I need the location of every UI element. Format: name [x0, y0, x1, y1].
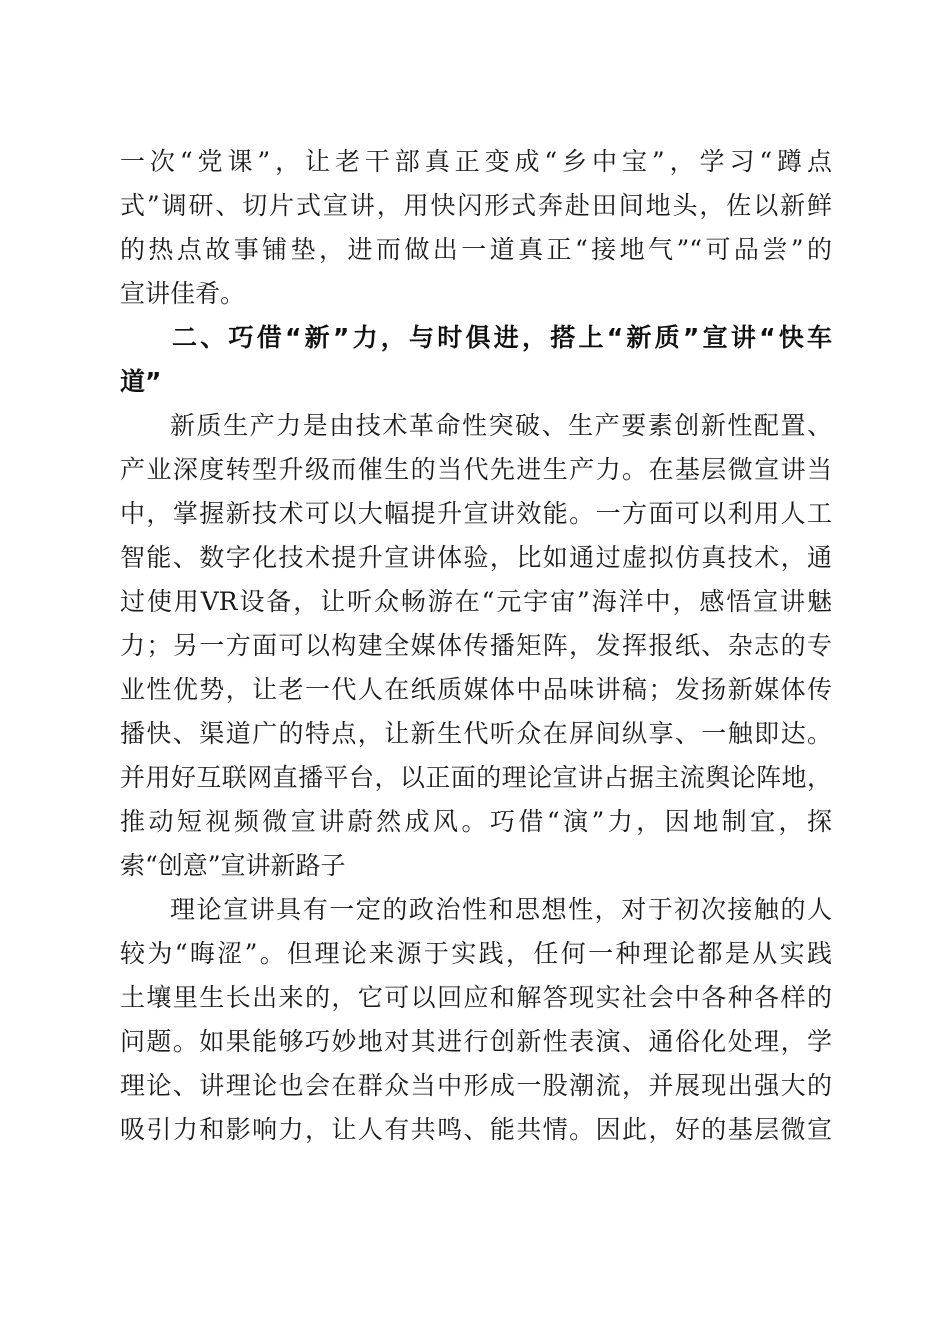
section-heading-2: [120, 316, 832, 404]
text-line: 较为“晦涩”。但理论来源于实践，任何一种理论都是从实践: [120, 939, 832, 968]
paragraph-new-quality-productivity: [120, 404, 832, 888]
text-line: 式”调研、切片式宣讲，用快闪形式奔赴田间地头，佐以新鲜: [120, 191, 832, 220]
text-line: 力；另一方面可以构建全媒体传播矩阵，发挥报纸、杂志的专: [120, 631, 832, 660]
text-line: 新质生产力是由技术革命性突破、生产要素创新性配置、: [170, 411, 832, 440]
text-line: 中，掌握新技术可以大幅提升宣讲效能。一方面可以利用人工: [120, 499, 832, 528]
text-line: 一次“党课”，让老干部真正变成“乡中宝”，学习“蹲点: [120, 147, 832, 176]
text-line: 理论宣讲具有一定的政治性和思想性，对于初次接触的人: [170, 895, 832, 924]
text-line: 理论、讲理论也会在群众当中形成一股潮流，并展现出强大的: [120, 1071, 832, 1100]
text-line: 过使用VR设备，让听众畅游在“元宇宙”海洋中，感悟宣讲魅: [120, 587, 832, 616]
heading-line: 二、巧借“新”力，与时俱进，搭上“新质”宣讲“快车: [172, 323, 832, 352]
text-line: 索“创意”宣讲新路子: [120, 851, 346, 880]
text-line: 播快、渠道广的特点，让新生代听众在屏间纵享、一触即达。: [120, 719, 832, 748]
text-line: 宣讲佳肴。: [120, 279, 246, 308]
text-line: 智能、数字化技术提升宣讲体验，比如通过虚拟仿真技术，通: [120, 543, 832, 572]
text-line: 吸引力和影响力，让人有共鸣、能共情。因此，好的基层微宣: [120, 1115, 832, 1144]
text-line: 并用好互联网直播平台，以正面的理论宣讲占据主流舆论阵地，: [120, 763, 832, 792]
document-body: [120, 140, 832, 1152]
paragraph-theory-propaganda: [120, 888, 832, 1152]
heading-line: 道”: [120, 367, 162, 396]
text-line: 业性优势，让老一代人在纸质媒体中品味讲稿；发扬新媒体传: [120, 675, 832, 704]
paragraph-continued: [120, 140, 832, 316]
text-line: 的热点故事铺垫，进而做出一道真正“接地气”“可品尝”的: [120, 235, 832, 264]
text-line: 推动短视频微宣讲蔚然成风。巧借“演”力，因地制宜，探: [120, 807, 832, 836]
text-line: 土壤里生长出来的，它可以回应和解答现实社会中各种各样的: [120, 983, 832, 1012]
text-line: 问题。如果能够巧妙地对其进行创新性表演、通俗化处理，学: [120, 1027, 832, 1056]
text-line: 产业深度转型升级而催生的当代先进生产力。在基层微宣讲当: [120, 455, 832, 484]
